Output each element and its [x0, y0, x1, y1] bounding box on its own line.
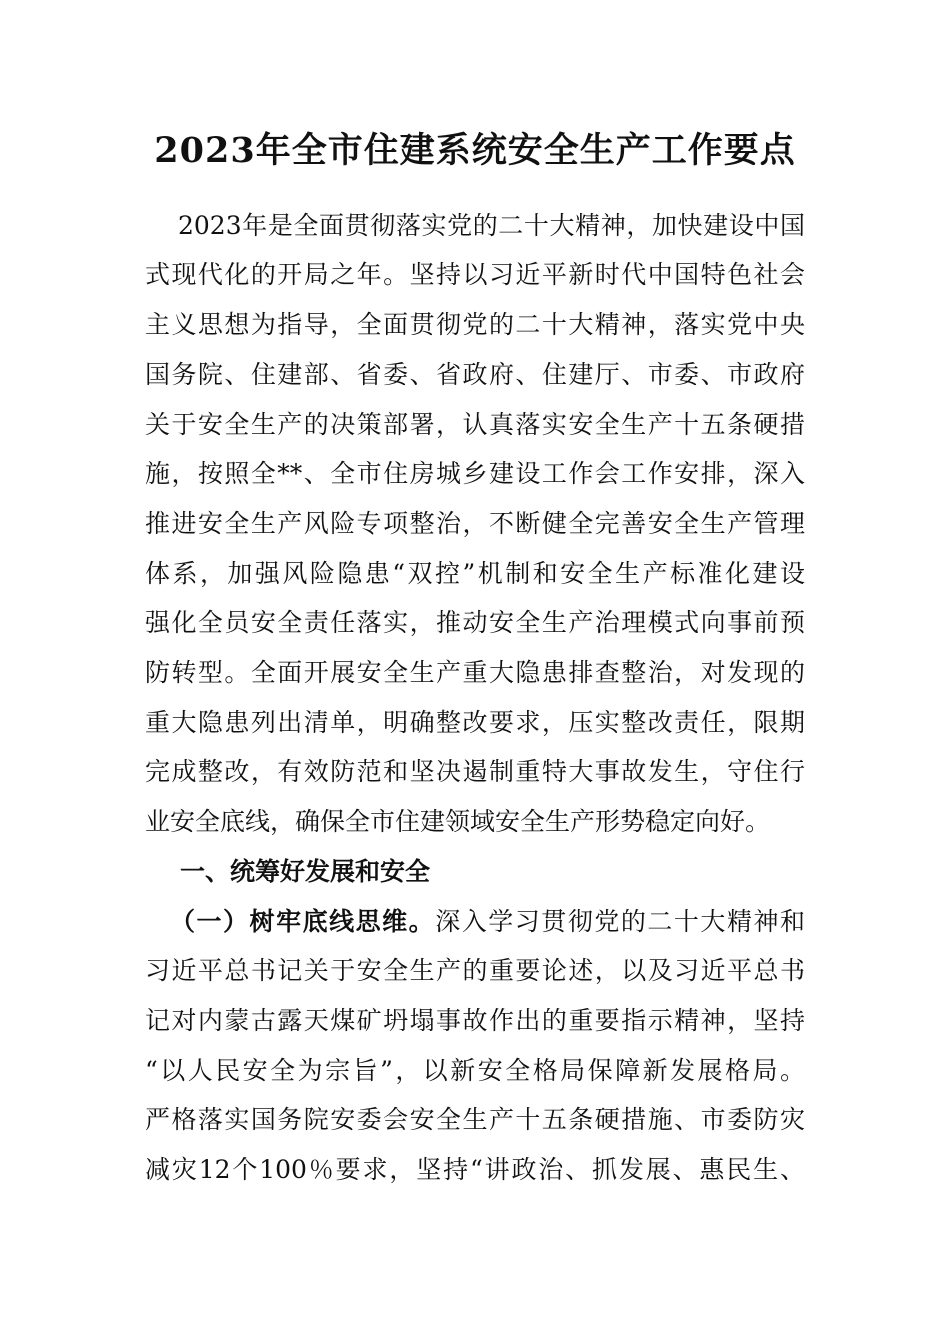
- subsection-label: （一）树牢底线思维。: [170, 907, 436, 936]
- subsection-text: 深入学习贯彻党的二十大精神和: [435, 907, 805, 936]
- paragraph-line: 2023年是全面贯彻落实党的二十大精神，加快建设中国: [178, 211, 805, 240]
- paragraph-line: 体系，加强风险隐患“双控”机制和安全生产标准化建设: [145, 559, 805, 588]
- document-title: 2023年全市住建系统安全生产工作要点: [154, 130, 796, 171]
- paragraph-line: 施，按照全**、全市住房城乡建设工作会工作安排，深入: [145, 459, 805, 488]
- paragraph-line: 记对内蒙古露天煤矿坍塌事故作出的重要指示精神，坚持: [145, 1006, 805, 1035]
- paragraph-line: 完成整改，有效防范和坚决遏制重特大事故发生，守住行: [145, 757, 805, 786]
- paragraph-line: 习近平总书记关于安全生产的重要论述，以及习近平总书: [145, 956, 805, 985]
- paragraph-line: 强化全员安全责任落实，推动安全生产治理模式向事前预: [145, 608, 805, 637]
- paragraph-line: 重大隐患列出清单，明确整改要求，压实整改责任，限期: [145, 708, 805, 737]
- section-heading: 一、统筹好发展和安全: [180, 857, 431, 886]
- paragraph-line: 防转型。全面开展安全生产重大隐患排查整治，对发现的: [145, 658, 805, 687]
- paragraph-line: 减灾12个100％要求，坚持“讲政治、抓发展、惠民生、: [145, 1155, 805, 1184]
- paragraph-line: 严格落实国务院安委会安全生产十五条硬措施、市委防灾: [145, 1105, 805, 1134]
- paragraph-line: 推进安全生产风险专项整治，不断健全完善安全生产管理: [145, 509, 805, 538]
- paragraph-line: 业安全底线，确保全市住建领域安全生产形势稳定向好。: [145, 807, 771, 836]
- paragraph-line: “以人民安全为宗旨”，以新安全格局保障新发展格局。: [145, 1056, 805, 1085]
- paragraph-line: 主义思想为指导，全面贯彻党的二十大精神，落实党中央: [145, 310, 805, 339]
- paragraph-line: 关于安全生产的决策部署，认真落实安全生产十五条硬措: [145, 410, 805, 439]
- paragraph-line: 国务院、住建部、省委、省政府、住建厅、市委、市政府: [145, 360, 805, 389]
- subsection-first-line: [170, 904, 805, 940]
- paragraph-line: 式现代化的开局之年。坚持以习近平新时代中国特色社会: [145, 260, 805, 289]
